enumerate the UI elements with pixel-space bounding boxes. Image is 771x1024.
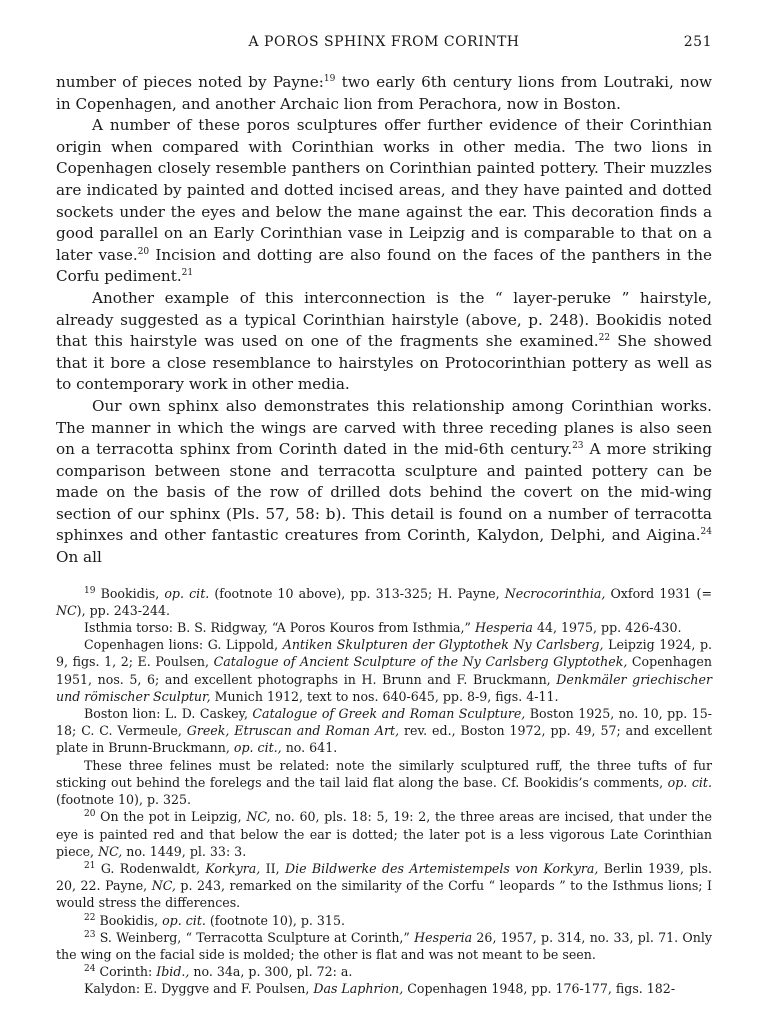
italic-text: Ibid.,	[156, 964, 190, 980]
italic-text: Denkmäler griechischer und römischer Sculptur,	[56, 671, 712, 704]
footnote-ref: 22	[598, 333, 611, 344]
italic-text: Hesperia	[414, 929, 473, 945]
text-run: number of pieces noted by Payne:	[56, 73, 324, 91]
footnote-ref: 19	[323, 73, 336, 84]
italic-text: op. cit.	[667, 774, 712, 790]
text-run: Kalydon: E. Dyggve and F. Poulsen,	[84, 981, 314, 997]
text-run: p. 243, remarked on the similarity of the Corfu “ leopards ” to the Isthmus lions; I would stress the differences.	[56, 878, 713, 911]
text-run: She showed that it bore a close resemblance to hairstyles on Protocorinthian pottery as well as to contemporary work in other media.	[56, 332, 713, 394]
italic-text: op. cit.	[162, 912, 206, 928]
footnote	[56, 757, 712, 809]
italic-text: Catalogue of Greek and Roman Sculpture,	[252, 706, 526, 722]
text-run: Our own sphinx also demonstrates this relationship among Corinthian works. The manner in which the wings are carved with three receding planes is also seen on a terracotta sphinx from Corinth dated in the mid-6th century.	[56, 396, 712, 459]
text-run: Bookidis,	[95, 912, 163, 928]
text-run: Boston 1925, no. 10, pp. 15-18; C. C. Vermeule,	[56, 706, 712, 739]
text-run: (footnote 10), p. 325.	[56, 792, 192, 808]
text-run: 26, 1957, p. 314, no. 33, pl. 71. Only the wing on the facial side is molded; the other is flat and was not meant to be seen.	[56, 929, 712, 962]
text-run: no. 60, pls. 18: 5, 19: 2, the three areas are incised, that under the eye is painted red and that below the ear is dotted; the later pot is a less vigorous Late Corinthian piece,	[56, 809, 712, 859]
text-run: Incision and dotting are also found on the faces of the panthers in the Corfu pediment.	[56, 245, 712, 286]
text-run: A number of these poros sculptures offer further evidence of their Corinthian origin when compared with Corinthian works in other media. The two lions in Copenhagen closely resemble panthers on Corinthian painted pottery. Their muzzles are indicated by painted and dotted incised areas, and they have painted and dotted sockets under the eyes and below the mane against the ear. This decoration finds a good parallel on an Early Corinthian vase in Leipzig and is comparable to that on a later vase.	[56, 116, 712, 264]
italic-text: NC,	[151, 878, 176, 894]
italic-text: Die Bildwerke des Artemistempels von Korkyra,	[284, 860, 599, 876]
text-run: Another example of this interconnection is the “ layer-peruke ” hairstyle, already suggested as a typical Corinthian hairstyle (above, p. 248). Bookidis noted that this hairstyle was used on one of the fragments she examined.	[56, 288, 712, 351]
text-run: Oxford 1931 (=	[605, 585, 713, 601]
text-run: A more striking comparison between stone and terracotta sculpture and painted pottery can be made on the basis of the row of drilled dots behind the covert on the mid-wing section of our sphinx (Pls. 57, 58: b). This detail is found on a number of terracotta sphinxes and other fantastic creatures from Corinth, Kalydon, Delphi, and Aigina.	[56, 440, 712, 545]
text-run: G. Rodenwaldt,	[95, 860, 206, 876]
text-run: Berlin 1939, pls. 20, 22. Payne,	[56, 860, 712, 894]
text-run: Leipzig 1924, p. 9, figs. 1, 2; E. Poulsen,	[56, 637, 713, 670]
body-paragraph	[56, 72, 712, 115]
italic-text: Korkyra,	[205, 860, 261, 876]
footnote	[56, 929, 712, 963]
running-title: A POROS SPHINX FROM CORINTH	[248, 34, 520, 50]
footnote-ref: 22	[84, 912, 96, 923]
footnote	[56, 636, 712, 705]
italic-text: NC,	[98, 843, 123, 859]
italic-text: op. cit.,	[233, 740, 282, 756]
main-text	[56, 72, 712, 569]
footnote-ref: 24	[84, 963, 96, 974]
footnote	[56, 705, 712, 757]
footnote	[56, 963, 712, 980]
text-run: These three felines must be related: note the similarly sculptured ruff, the three tufts of fur sticking out behind the forelegs and the tail laid flat along the base. Cf. Bookidis’s comments,	[56, 757, 712, 790]
body-paragraph	[56, 115, 712, 288]
italic-text: NC	[56, 602, 77, 618]
footnote	[56, 808, 712, 860]
text-run: S. Weinberg, “ Terracotta Sculpture at Corinth,”	[95, 929, 415, 945]
footnote	[56, 585, 712, 619]
footnotes	[56, 585, 712, 998]
italic-text: Necrocorinthia,	[504, 585, 606, 601]
text-run: Copenhagen lions: G. Lippold,	[84, 637, 283, 653]
text-run: II,	[260, 860, 285, 876]
text-run: Corinth:	[95, 964, 157, 980]
text-run: ), pp. 243-244.	[76, 602, 171, 618]
italic-text: op. cit.	[164, 585, 210, 601]
page	[56, 34, 712, 998]
text-run: Munich 1912, text to nos. 640-645, pp. 8-9, figs. 4-11.	[210, 688, 559, 704]
footnote	[56, 912, 712, 929]
text-run: 44, 1975, pp. 426-430.	[532, 620, 682, 636]
footnote-ref: 21	[84, 860, 96, 871]
footnote	[56, 980, 712, 997]
italic-text: NC,	[246, 809, 271, 825]
text-run: On all	[56, 548, 102, 567]
text-run: (footnote 10), p. 315.	[205, 912, 345, 928]
footnote-ref: 23	[572, 441, 584, 452]
italic-text: Antiken Skulpturen der Glyptothek Ny Carlsberg,	[282, 637, 604, 653]
text-run: Boston lion: L. D. Caskey,	[84, 706, 253, 722]
text-run: no. 641.	[281, 740, 338, 756]
text-run: no. 34a, p. 300, pl. 72: a.	[189, 964, 353, 980]
text-run: no. 1449, pl. 33: 3.	[122, 843, 247, 859]
text-run: Copenhagen 1948, pp. 176-177, figs. 182-	[403, 981, 676, 997]
text-run: Copenhagen 1951, nos. 5, 6; and excellent photographs in H. Brunn and F. Bruckmann,	[56, 654, 712, 687]
body-paragraph	[56, 396, 712, 569]
footnote-ref: 24	[700, 527, 712, 538]
running-header	[56, 34, 712, 56]
footnote-ref: 20	[137, 246, 150, 257]
italic-text: Greek, Etruscan and Roman Art,	[186, 723, 400, 739]
footnote-ref: 23	[84, 929, 96, 940]
footnote-ref: 19	[84, 585, 96, 596]
footnote-ref: 21	[181, 268, 194, 279]
text-run: Isthmia torso: B. S. Ridgway, “A Poros Kouros from Isthmia,”	[84, 620, 475, 636]
text-run: Bookidis,	[95, 585, 165, 601]
text-run: two early 6th century lions from Loutraki, now in Copenhagen, and another Archaic lion from Perachora, now in Boston.	[56, 73, 712, 113]
text-run: On the pot in Leipzig,	[95, 809, 247, 825]
text-run: rev. ed., Boston 1972, pp. 49, 57; and excellent plate in Brunn-Bruckmann,	[56, 723, 713, 756]
italic-text: Das Laphrion,	[313, 981, 404, 997]
page-number: 251	[683, 34, 712, 50]
footnote	[56, 619, 712, 636]
text-run: (footnote 10 above), pp. 313-325; H. Payne,	[209, 585, 505, 601]
body-paragraph	[56, 288, 712, 396]
footnote-ref: 20	[84, 809, 96, 820]
italic-text: Catalogue of Ancient Sculpture of the Ny Carlsberg Glyptothek,	[213, 654, 628, 670]
footnote	[56, 860, 712, 912]
italic-text: Hesperia	[474, 620, 533, 636]
